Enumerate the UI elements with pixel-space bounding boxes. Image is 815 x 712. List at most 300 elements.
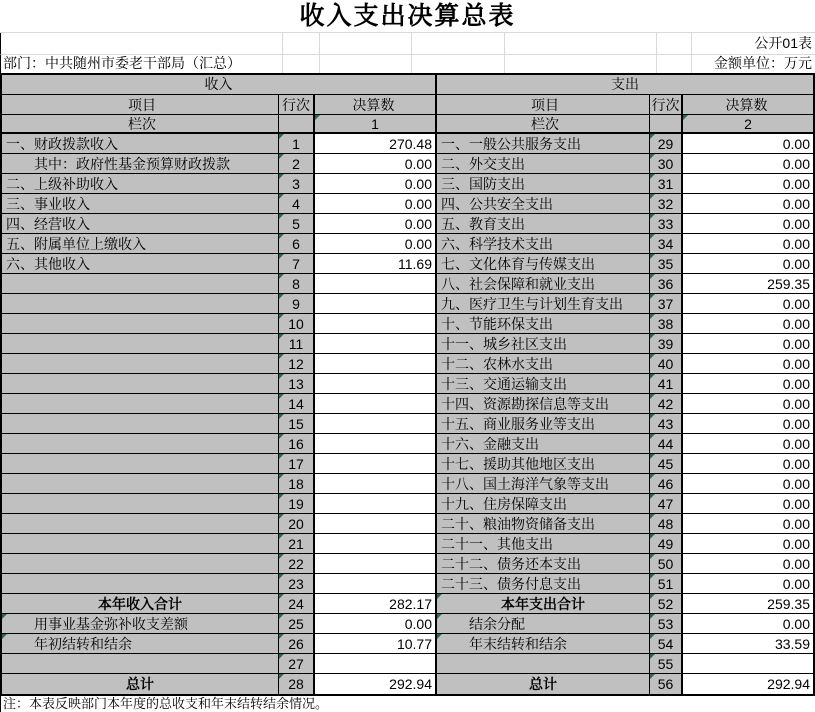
line-no-cell[interactable]: 7: [279, 254, 315, 273]
amount-cell[interactable]: 0.00: [683, 394, 813, 413]
error-marker-icon: [279, 554, 284, 559]
item-cell[interactable]: [2, 314, 279, 333]
table-row: [437, 134, 813, 154]
error-marker-icon: [650, 634, 655, 639]
table-row: [2, 274, 435, 294]
item-column-header[interactable]: 项目: [437, 95, 650, 114]
item-cell[interactable]: 五、附属单位上缴收入: [2, 234, 279, 253]
amount-cell[interactable]: 0.00: [683, 474, 813, 493]
line-no-cell[interactable]: 12: [279, 354, 315, 373]
amount-cell[interactable]: 0.00: [683, 214, 813, 233]
gridline: [411, 55, 412, 73]
line-no-cell[interactable]: 49: [650, 534, 683, 553]
amount-cell[interactable]: 0.00: [683, 614, 813, 633]
table-row: [437, 214, 813, 234]
amount-cell[interactable]: [683, 654, 813, 673]
line-no-cell[interactable]: 15: [279, 414, 315, 433]
line-no-cell[interactable]: 32: [650, 194, 683, 213]
error-marker-icon: [279, 274, 284, 279]
line-no-cell[interactable]: 22: [279, 554, 315, 573]
amount-cell[interactable]: [315, 294, 435, 313]
gridline: [319, 33, 320, 54]
error-marker-icon: [650, 254, 655, 259]
item-cell[interactable]: [2, 334, 279, 353]
item-column-header[interactable]: 项目: [2, 95, 279, 114]
table-row: [2, 454, 435, 474]
item-cell[interactable]: 十一、城乡社区支出: [437, 334, 650, 353]
amount-cell[interactable]: [315, 534, 435, 553]
amount-cell[interactable]: 0.00: [683, 374, 813, 393]
table-row: [437, 514, 813, 534]
line-no-cell[interactable]: 44: [650, 434, 683, 453]
amount-cell[interactable]: 0.00: [683, 334, 813, 353]
table-row: [2, 574, 435, 594]
error-marker-icon: [279, 634, 284, 639]
error-marker-icon: [279, 234, 284, 239]
item-cell[interactable]: 二、上级补助收入: [2, 174, 279, 193]
line-no-cell[interactable]: 14: [279, 394, 315, 413]
expenditure-rows: [437, 134, 813, 694]
amount-cell[interactable]: 11.69: [315, 254, 435, 273]
error-marker-icon: [279, 614, 284, 619]
table-row: [437, 594, 813, 614]
error-marker-icon: [650, 554, 655, 559]
income-lane-row: [2, 115, 435, 134]
table-row: [2, 194, 435, 214]
item-cell[interactable]: 十八、国土海洋气象等支出: [437, 474, 650, 493]
amount-cell[interactable]: [315, 394, 435, 413]
table-row: [437, 294, 813, 314]
amount-cell[interactable]: 0.00: [315, 234, 435, 253]
item-cell[interactable]: 六、科学技术支出: [437, 234, 650, 253]
amount-cell[interactable]: 0.00: [683, 414, 813, 433]
amount-cell[interactable]: [315, 554, 435, 573]
amount-cell[interactable]: 292.94: [683, 674, 813, 694]
line-no-cell[interactable]: 21: [279, 534, 315, 553]
line-no-cell[interactable]: 9: [279, 294, 315, 313]
error-marker-icon: [650, 674, 655, 679]
amount-cell[interactable]: 0.00: [683, 254, 813, 273]
amount-cell[interactable]: [315, 434, 435, 453]
error-marker-icon: [279, 354, 284, 359]
line-no-cell[interactable]: 55: [650, 654, 683, 673]
report-title-cell[interactable]: [0, 0, 815, 33]
line-no-cell[interactable]: 48: [650, 514, 683, 533]
item-cell[interactable]: [2, 434, 279, 453]
error-marker-icon: [279, 674, 284, 679]
amount-cell[interactable]: 0.00: [683, 514, 813, 533]
amount-column-header[interactable]: 决算数: [725, 96, 768, 113]
error-marker-icon: [279, 414, 284, 419]
lane-empty-cell[interactable]: [279, 115, 315, 132]
error-marker-icon: [650, 394, 655, 399]
line-no-cell[interactable]: 26: [279, 634, 315, 653]
line-no-cell[interactable]: 50: [650, 554, 683, 573]
item-cell[interactable]: 二、外交支出: [437, 154, 650, 173]
table-row: [437, 614, 813, 634]
amount-cell[interactable]: [315, 374, 435, 393]
error-marker-icon: [279, 394, 284, 399]
item-cell[interactable]: 十六、金融支出: [437, 434, 650, 453]
table-row: [2, 334, 435, 354]
error-marker-icon: [279, 514, 284, 519]
table-row: [437, 494, 813, 514]
table-row: [2, 154, 435, 174]
item-cell[interactable]: 四、公共安全支出: [437, 194, 650, 213]
line-no-cell[interactable]: 46: [650, 474, 683, 493]
table-row: [2, 434, 435, 454]
table-code: 公开01表: [754, 35, 812, 51]
item-cell[interactable]: [2, 294, 279, 313]
gridline: [656, 55, 657, 73]
item-cell[interactable]: 二十三、债务付息支出: [437, 574, 650, 593]
gridline: [504, 55, 505, 73]
error-marker-icon: [279, 654, 284, 659]
line-no-cell[interactable]: 31: [650, 174, 683, 193]
item-cell[interactable]: 一、一般公共服务支出: [437, 134, 650, 153]
item-cell[interactable]: [2, 574, 279, 593]
error-marker-icon: [650, 194, 655, 199]
error-marker-icon: [650, 234, 655, 239]
item-cell[interactable]: 总计: [437, 674, 650, 694]
lane-label-cell[interactable]: 栏次: [437, 115, 650, 132]
amount-cell[interactable]: [315, 494, 435, 513]
line-no-cell[interactable]: 28: [279, 674, 315, 694]
error-marker-icon: [279, 134, 284, 139]
gridline: [504, 33, 505, 54]
line-no-column-header[interactable]: 行次: [650, 95, 683, 114]
amount-cell[interactable]: [315, 514, 435, 533]
error-marker-icon: [279, 294, 284, 299]
item-cell[interactable]: 一、财政拨款收入: [2, 134, 279, 153]
lane-index-cell[interactable]: 1: [315, 115, 435, 132]
error-marker-icon: [650, 334, 655, 339]
line-no-cell[interactable]: 27: [279, 654, 315, 673]
amount-cell[interactable]: 0.00: [683, 494, 813, 513]
table-row: [437, 634, 813, 654]
lane-empty-cell[interactable]: [650, 115, 683, 132]
item-cell[interactable]: 本年支出合计: [437, 594, 650, 613]
item-cell[interactable]: 十五、商业服务业等支出: [437, 414, 650, 433]
line-no-cell[interactable]: 35: [650, 254, 683, 273]
item-cell[interactable]: [2, 274, 279, 293]
table-row: [2, 534, 435, 554]
amount-cell[interactable]: 0.00: [683, 234, 813, 253]
amount-cell[interactable]: 0.00: [683, 454, 813, 473]
item-cell[interactable]: 三、国防支出: [437, 174, 650, 193]
line-no-cell[interactable]: 4: [279, 194, 315, 213]
error-marker-icon: [279, 214, 284, 219]
line-no-cell[interactable]: 29: [650, 134, 683, 153]
error-marker-icon: [279, 334, 284, 339]
error-marker-icon: [650, 374, 655, 379]
table-row: [437, 534, 813, 554]
line-no-cell[interactable]: 18: [279, 474, 315, 493]
gridline: [411, 33, 412, 54]
item-cell[interactable]: 五、教育支出: [437, 214, 650, 233]
line-no-cell[interactable]: 11: [279, 334, 315, 353]
line-no-cell[interactable]: 45: [650, 454, 683, 473]
table-row: [437, 234, 813, 254]
item-cell[interactable]: 二十、粮油物资储备支出: [437, 514, 650, 533]
table-row: [2, 394, 435, 414]
line-no-cell[interactable]: 36: [650, 274, 683, 293]
expenditure-section: [437, 75, 813, 694]
lane-index-cell[interactable]: 2: [683, 115, 813, 132]
table-row: [2, 214, 435, 234]
line-no-cell[interactable]: 17: [279, 454, 315, 473]
line-no-column-header[interactable]: 行次: [279, 95, 315, 114]
amount-cell[interactable]: 0.00: [683, 534, 813, 553]
amount-cell[interactable]: 0.00: [315, 214, 435, 233]
table-row: [437, 394, 813, 414]
error-marker-icon: [650, 514, 655, 519]
amount-cell[interactable]: 0.00: [683, 294, 813, 313]
line-no-cell[interactable]: 34: [650, 234, 683, 253]
amount-cell[interactable]: 270.48: [315, 134, 435, 153]
income-column-header-row: [2, 95, 435, 115]
error-marker-icon: [279, 594, 284, 599]
amount-cell[interactable]: 0.00: [683, 134, 813, 153]
amount-cell[interactable]: 292.94: [315, 674, 435, 694]
error-marker-icon: [650, 134, 655, 139]
error-marker-icon: [650, 354, 655, 359]
item-cell[interactable]: [2, 534, 279, 553]
line-no-cell[interactable]: 5: [279, 214, 315, 233]
line-no-cell[interactable]: 33: [650, 214, 683, 233]
error-marker-icon: [650, 314, 655, 319]
amount-cell[interactable]: [315, 454, 435, 473]
line-no-cell[interactable]: 54: [650, 634, 683, 653]
error-marker-icon: [2, 614, 7, 619]
table-code-row[interactable]: [0, 33, 815, 55]
line-no-cell[interactable]: 43: [650, 414, 683, 433]
table-row: [437, 474, 813, 494]
error-marker-icon: [279, 194, 284, 199]
item-cell[interactable]: 二十一、其他支出: [437, 534, 650, 553]
table-row: [437, 434, 813, 454]
table-row: [2, 674, 435, 694]
error-marker-icon: [437, 634, 442, 639]
table-row: [2, 254, 435, 274]
amount-cell[interactable]: 0.00: [683, 434, 813, 453]
line-no-cell[interactable]: 56: [650, 674, 683, 694]
error-marker-icon: [279, 314, 284, 319]
amount-cell[interactable]: 0.00: [683, 154, 813, 173]
error-marker-icon: [650, 214, 655, 219]
error-marker-icon: [279, 494, 284, 499]
table-row: [2, 614, 435, 634]
line-no-cell[interactable]: 42: [650, 394, 683, 413]
amount-cell[interactable]: [315, 274, 435, 293]
table-row: [437, 454, 813, 474]
amount-cell[interactable]: 0.00: [683, 314, 813, 333]
table-row: [437, 334, 813, 354]
error-marker-icon: [279, 154, 284, 159]
line-no-cell[interactable]: 40: [650, 354, 683, 373]
line-no-cell[interactable]: 3: [279, 174, 315, 193]
error-marker-icon: [437, 614, 442, 619]
amount-cell[interactable]: 10.77: [315, 634, 435, 653]
amount-cell[interactable]: [315, 334, 435, 353]
error-marker-icon: [650, 154, 655, 159]
item-cell[interactable]: [437, 654, 650, 673]
item-cell[interactable]: [2, 554, 279, 573]
item-cell[interactable]: 年末结转和结余: [437, 634, 650, 653]
error-marker-icon: [279, 174, 284, 179]
table-row: [2, 414, 435, 434]
line-no-cell[interactable]: 20: [279, 514, 315, 533]
item-cell[interactable]: [2, 354, 279, 373]
amount-cell[interactable]: 0.00: [683, 174, 813, 193]
item-cell[interactable]: 十二、农林水支出: [437, 354, 650, 373]
table-row: [437, 174, 813, 194]
amount-cell[interactable]: 0.00: [683, 194, 813, 213]
item-cell[interactable]: 七、文化体育与传媒支出: [437, 254, 650, 273]
table-row: [437, 194, 813, 214]
table-row: [437, 554, 813, 574]
item-cell[interactable]: 年初结转和结余: [2, 634, 279, 653]
income-section: [2, 75, 437, 694]
error-marker-icon: [650, 474, 655, 479]
item-cell[interactable]: [2, 374, 279, 393]
amount-column-header[interactable]: 决算数: [352, 96, 395, 113]
amount-cell[interactable]: [315, 414, 435, 433]
line-no-cell[interactable]: 47: [650, 494, 683, 513]
line-no-cell[interactable]: 23: [279, 574, 315, 593]
item-cell[interactable]: [2, 494, 279, 513]
item-cell[interactable]: 四、经营收入: [2, 214, 279, 233]
line-no-cell[interactable]: 8: [279, 274, 315, 293]
error-marker-icon: [650, 574, 655, 579]
table-row: [2, 294, 435, 314]
item-cell[interactable]: 十三、交通运输支出: [437, 374, 650, 393]
error-marker-icon: [279, 574, 284, 579]
table-row: [2, 514, 435, 534]
item-cell[interactable]: 结余分配: [437, 614, 650, 633]
amount-cell[interactable]: [315, 354, 435, 373]
table-row: [2, 174, 435, 194]
line-no-cell[interactable]: 19: [279, 494, 315, 513]
item-cell[interactable]: 三、事业收入: [2, 194, 279, 213]
gridline: [691, 33, 692, 54]
line-no-cell[interactable]: 10: [279, 314, 315, 333]
amount-cell[interactable]: 0.00: [683, 554, 813, 573]
item-cell[interactable]: 用事业基金弥补收支差额: [2, 614, 279, 633]
item-cell[interactable]: [2, 474, 279, 493]
income-section-title: 收入: [204, 76, 233, 92]
line-no-cell[interactable]: 53: [650, 614, 683, 633]
accounts-table: [0, 73, 815, 696]
line-no-cell[interactable]: 25: [279, 614, 315, 633]
table-row: [2, 634, 435, 654]
amount-cell[interactable]: [315, 574, 435, 593]
amount-cell[interactable]: 0.00: [315, 154, 435, 173]
error-marker-icon: [650, 614, 655, 619]
line-no-cell[interactable]: 6: [279, 234, 315, 253]
line-no-cell[interactable]: 41: [650, 374, 683, 393]
item-cell[interactable]: 十四、资源勘探信息等支出: [437, 394, 650, 413]
line-no-cell[interactable]: 37: [650, 294, 683, 313]
item-cell[interactable]: 六、其他收入: [2, 254, 279, 273]
item-cell[interactable]: [2, 654, 279, 673]
footnote[interactable]: 注：本表反映部门本年度的总收支和年末结转结余情况。: [0, 696, 815, 712]
error-marker-icon: [279, 434, 284, 439]
report-title: 收入支出决算总表: [299, 2, 516, 30]
lane-label-cell[interactable]: 栏次: [2, 115, 279, 132]
error-marker-icon: [650, 494, 655, 499]
item-cell[interactable]: 二十二、债务还本支出: [437, 554, 650, 573]
item-cell[interactable]: [2, 394, 279, 413]
department-label: 部门：中共随州市委老干部局（汇总）: [3, 55, 241, 71]
item-cell[interactable]: 其中：政府性基金预算财政拨款: [2, 154, 279, 173]
item-cell[interactable]: 十七、援助其他地区支出: [437, 454, 650, 473]
table-row: [2, 234, 435, 254]
item-cell[interactable]: [2, 514, 279, 533]
income-section-header[interactable]: [2, 75, 435, 95]
error-marker-icon: [650, 534, 655, 539]
amount-cell[interactable]: 33.59: [683, 634, 813, 653]
line-no-cell[interactable]: 30: [650, 154, 683, 173]
table-row: [2, 354, 435, 374]
meta-row[interactable]: [0, 55, 815, 73]
gridline: [282, 33, 283, 54]
amount-cell[interactable]: [315, 474, 435, 493]
line-no-cell[interactable]: 39: [650, 334, 683, 353]
table-row: [2, 654, 435, 674]
table-row: [437, 154, 813, 174]
gridline: [319, 55, 320, 73]
amount-cell[interactable]: 0.00: [315, 614, 435, 633]
error-marker-icon: [279, 474, 284, 479]
income-rows: [2, 134, 435, 694]
amount-cell[interactable]: 0.00: [683, 574, 813, 593]
item-cell[interactable]: 十、节能环保支出: [437, 314, 650, 333]
gridline: [691, 55, 692, 73]
item-cell[interactable]: 八、社会保障和就业支出: [437, 274, 650, 293]
error-marker-icon: [2, 634, 7, 639]
line-no-cell[interactable]: 38: [650, 314, 683, 333]
amount-cell[interactable]: 259.35: [683, 274, 813, 293]
line-no-cell[interactable]: 16: [279, 434, 315, 453]
item-cell[interactable]: [2, 414, 279, 433]
amount-cell[interactable]: [315, 314, 435, 333]
item-cell[interactable]: 总计: [2, 674, 279, 694]
item-cell[interactable]: 九、医疗卫生与计划生育支出: [437, 294, 650, 313]
gridline: [282, 55, 283, 73]
amount-cell[interactable]: 282.17: [315, 594, 435, 613]
item-cell[interactable]: 本年收入合计: [2, 594, 279, 613]
amount-cell[interactable]: 0.00: [315, 174, 435, 193]
error-marker-icon: [650, 414, 655, 419]
line-no-cell[interactable]: 51: [650, 574, 683, 593]
expenditure-section-header[interactable]: [437, 75, 813, 95]
unit-label: 金额单位：万元: [714, 55, 812, 71]
line-no-cell[interactable]: 52: [650, 594, 683, 613]
line-no-cell[interactable]: 13: [279, 374, 315, 393]
item-cell[interactable]: [2, 454, 279, 473]
expenditure-section-title: 支出: [611, 76, 639, 92]
line-no-cell[interactable]: 24: [279, 594, 315, 613]
line-no-cell[interactable]: 2: [279, 154, 315, 173]
amount-cell[interactable]: 259.35: [683, 594, 813, 613]
item-cell[interactable]: 十九、住房保障支出: [437, 494, 650, 513]
table-row: [437, 274, 813, 294]
amount-cell[interactable]: 0.00: [315, 194, 435, 213]
amount-cell[interactable]: [315, 654, 435, 673]
amount-cell[interactable]: 0.00: [683, 354, 813, 373]
line-no-cell[interactable]: 1: [279, 134, 315, 153]
